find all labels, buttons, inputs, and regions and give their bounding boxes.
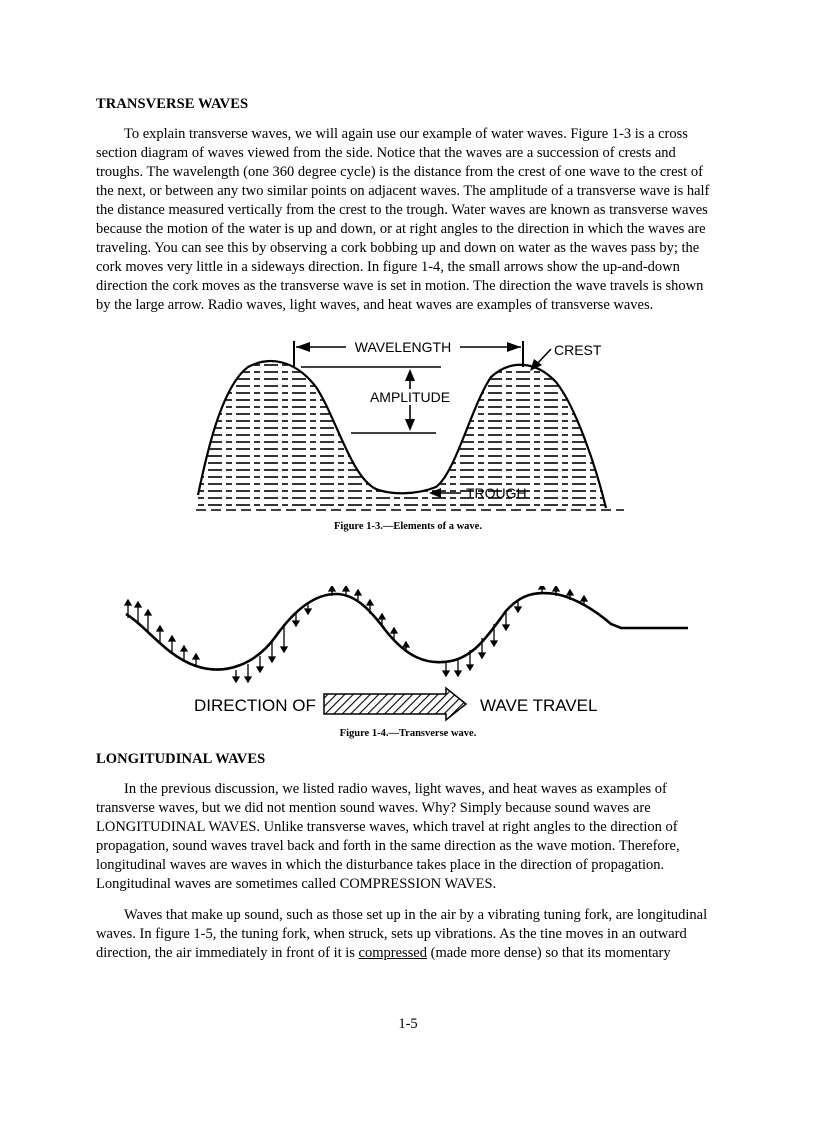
heading-transverse-waves: TRANSVERSE WAVES [96, 96, 249, 112]
cork-arrow-head [455, 671, 461, 676]
cork-arrow-head [145, 610, 151, 615]
label-direction-of: DIRECTION OF [194, 696, 316, 715]
cork-arrow-head [355, 590, 361, 595]
cork-arrow-head [135, 602, 141, 607]
wave-elements-diagram [96, 327, 720, 517]
heading-longitudinal-waves: LONGITUDINAL WAVES [96, 751, 266, 767]
cork-arrow-head [379, 614, 385, 619]
label-crest: CREST [554, 342, 602, 358]
cork-arrow-head [281, 647, 287, 652]
cork-arrow-head [443, 671, 449, 676]
cork-arrow-head [403, 642, 409, 647]
cork-arrow-head [343, 586, 349, 591]
cork-arrow-head [391, 628, 397, 633]
cork-arrow-head [293, 621, 299, 626]
cork-arrow-head [193, 654, 199, 659]
paragraph-2-start: Waves that make up sound, such as those set up in the air by a vibrating tuning fork, are longitudinal waves. In figure 1-5, the tuning fork, when struck, sets up vibrations. As the tine moves in an outward direction, the air immediately in front of it is [96, 907, 708, 961]
cork-arrow-head [503, 625, 509, 630]
document-page [96, 96, 720, 971]
caption-figure-1-4: Figure 1-4.—Transverse wave. [339, 728, 477, 739]
cork-arrow-head [245, 677, 251, 682]
paragraph-longitudinal-1: In the previous discussion, we listed radio waves, light waves, and heat waves as examples of transverse waves, but we did not mention sound waves. Why? Simply because sound waves are LONGITUDINAL WAVES. Unlike transverse waves, which travel at right angles to the direction of propagation, sound waves travel back and forth in the same direction as the wave motion. Therefore, longitudinal waves are waves in which the disturbance takes place in the direction of propagation. Longitudinal waves are sometimes called COMPRESSION WAVES. [96, 781, 680, 892]
cork-arrow-head [181, 646, 187, 651]
page-number: 1-5 [398, 1016, 418, 1032]
cork-arrow-head [169, 636, 175, 641]
caption-figure-1-3: Figure 1-3.—Elements of a wave. [334, 521, 482, 532]
transverse-wave-line [126, 593, 688, 670]
label-trough: TROUGH [466, 485, 527, 501]
cork-arrow-head [467, 665, 473, 670]
cork-arrow-head [367, 600, 373, 605]
label-wavelength: WAVELENGTH [354, 339, 452, 355]
paragraph-transverse: To explain transverse waves, we will again use our example of water waves. Figure 1-3 is a cross section diagram of waves viewed from the side. Notice that the waves are a succession of crests and troughs. The wavelength (one 360 degree cycle) is the distance from the crest of one wave to the crest of the next, or between any two similar points on adjacent waves. The amplitude of a transverse wave is half the distance measured vertically from the crest to the trough. Water waves are known as transverse waves because the motion of the water is up and down, or at right angles to the direction in which the waves are traveling. You can see this by observing a cork bobbing up and down on water as the waves pass by; the cork moves very little in a sideways direction. In figure 1-4, the small arrows show the up-and-down direction the cork moves as the transverse wave is set in motion. The direction the wave travels is shown by the large arrow. Radio waves, light waves, and heat waves are examples of transverse waves. [96, 126, 710, 313]
cork-arrow-head [479, 653, 485, 658]
paragraph-longitudinal-2 [96, 906, 720, 963]
cork-arrow-head [581, 596, 587, 601]
cork-arrow-head [233, 677, 239, 682]
figure-1-3 [96, 327, 720, 517]
underlined-compressed: compressed [358, 945, 427, 961]
cork-arrow-head [539, 586, 545, 589]
cork-arrow-head [567, 590, 573, 595]
label-amplitude: AMPLITUDE [369, 389, 451, 405]
transverse-wave-diagram [96, 586, 720, 726]
cork-arrow-head [553, 586, 559, 591]
cork-arrow-head [515, 607, 521, 612]
paragraph-2-end: (made more dense) so that its momentary [427, 945, 671, 961]
cork-arrow-head [257, 667, 263, 672]
cork-arrow-head [329, 586, 335, 591]
label-wave-travel: WAVE TRAVEL [480, 696, 598, 715]
figure-1-4 [96, 586, 720, 726]
cork-arrow-head [491, 641, 497, 646]
cork-arrow-head [305, 609, 311, 614]
cork-arrow-head [269, 657, 275, 662]
wave-travel-arrow [324, 688, 466, 720]
cork-arrow-head [157, 626, 163, 631]
cork-arrow-head [125, 600, 131, 605]
